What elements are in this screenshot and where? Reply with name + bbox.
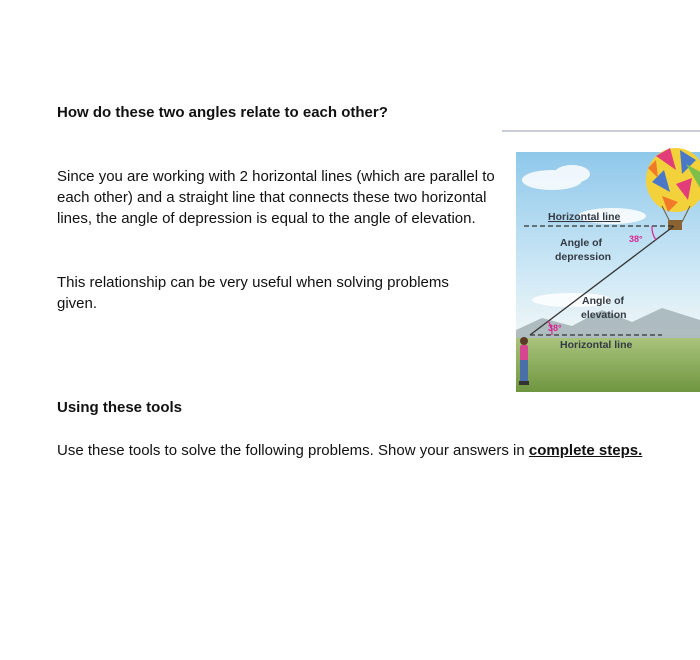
complete-steps-emphasis: complete steps.	[528, 442, 643, 459]
section-title-angles: How do these two angles relate to each other?	[57, 104, 388, 121]
top-angle-value: 38°	[629, 234, 643, 244]
bottom-angle-value: 38°	[548, 323, 562, 333]
bottom-horizontal-label: Horizontal line	[560, 339, 633, 351]
section-title-tools: Using these tools	[57, 399, 183, 416]
angle-diagram	[502, 130, 700, 392]
elevation-label-line1: Angle of	[582, 295, 624, 307]
depression-label-line1: Angle of	[560, 237, 602, 249]
elevation-label-line2: elevation	[581, 309, 627, 321]
instructions-lead: Use these tools to solve the following problems. Show your answers in	[57, 442, 529, 459]
explanation-paragraph: Since you are working with 2 horizontal lines (which are parallel to each other) and a straight line that connects these two horizontal lines, the angle of depression is equal to the angle of elevation.	[57, 168, 495, 227]
depression-label-line2: depression	[555, 251, 612, 263]
usefulness-paragraph: This relationship can be very useful when solving problems given.	[57, 274, 449, 312]
top-horizontal-label: Horizontal line	[548, 211, 621, 223]
instructions-paragraph	[57, 440, 697, 461]
